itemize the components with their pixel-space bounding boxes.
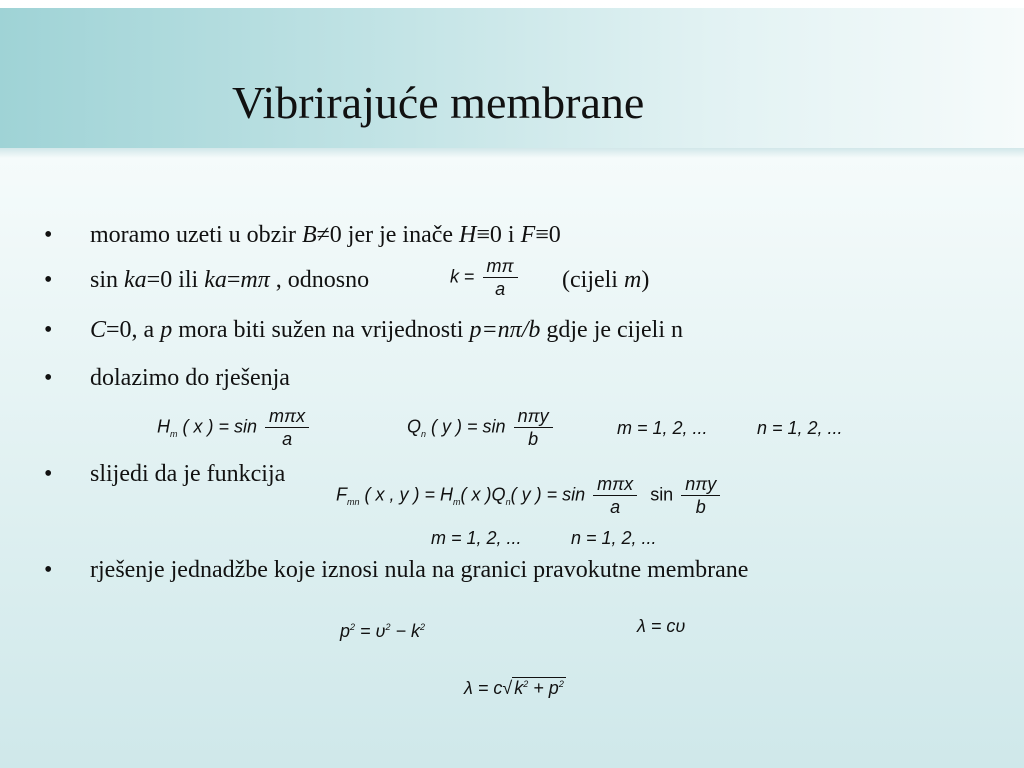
bullet-text: = — [226, 267, 241, 293]
equation-text: ( x , y ) = — [364, 484, 441, 505]
superscript: 2 — [419, 622, 425, 632]
sqrt-radicand — [512, 677, 566, 698]
bullet-text: dolazimo do rješenja — [90, 365, 290, 391]
bullet-marker: • — [44, 317, 53, 343]
var-p-relation: p=nπ/b — [469, 317, 541, 343]
denominator: b — [528, 429, 539, 449]
superscript: 2 — [385, 622, 391, 632]
bullet-item-2 — [44, 266, 369, 294]
var-q: Q — [407, 416, 422, 437]
range-m-2: m = 1, 2, ... — [431, 528, 522, 548]
var-h: H — [157, 416, 170, 437]
bullet-item-1 — [44, 221, 561, 249]
numerator: mπx — [265, 406, 309, 428]
var-b: B — [301, 222, 317, 248]
subscript: n — [421, 428, 427, 439]
range-m: m = 1, 2, ... — [617, 418, 708, 438]
subscript: m — [453, 496, 461, 507]
bullet-text: ≠0 jer je inače — [316, 222, 460, 248]
range-n-2: n = 1, 2, ... — [571, 528, 657, 548]
subscript: mn — [347, 496, 360, 507]
equation-text: λ = c — [464, 678, 503, 698]
bullet-item-4 — [44, 364, 290, 392]
header-shadow — [0, 148, 1024, 158]
superscript: 2 — [558, 679, 564, 689]
equation-text: − k — [390, 621, 420, 641]
var-m: m — [623, 267, 642, 293]
var-p: p — [340, 621, 351, 641]
equation-text: ( x ) — [460, 484, 492, 505]
fraction — [514, 406, 553, 449]
var-f: F — [520, 222, 536, 248]
equation-text: ( y ) = sin — [510, 484, 586, 505]
bullet-item-2-tail — [562, 266, 649, 294]
bullet-text: =0, a — [106, 317, 161, 343]
bullet-item-6 — [44, 556, 748, 584]
bullet-marker: • — [44, 267, 53, 293]
denominator: a — [495, 279, 506, 299]
var-mpi: mπ — [240, 267, 270, 293]
numerator: nπy — [514, 406, 553, 428]
var-q: Q — [491, 484, 506, 505]
numerator: mπx — [593, 474, 637, 496]
bullet-text: =0 ili — [146, 267, 205, 293]
bullet-marker: • — [44, 557, 53, 583]
equals-sign: = — [464, 266, 475, 287]
bullet-text: sin — [90, 267, 125, 293]
var-p: p — [160, 317, 173, 343]
bullet-item-5 — [44, 460, 285, 488]
var-k: k — [450, 266, 459, 287]
numerator: mπ — [483, 256, 518, 278]
bullet-marker: • — [44, 222, 53, 248]
bullet-text: ) — [641, 267, 650, 293]
superscript: 2 — [350, 622, 356, 632]
equation-text: ( x ) = sin — [182, 416, 258, 437]
subscript: m — [170, 428, 178, 439]
range-n: n = 1, 2, ... — [757, 418, 843, 438]
bullet-text: rješenje jednadžbe koje iznosi nula na granici pravokutne membrane — [90, 557, 749, 583]
denominator: a — [610, 497, 621, 517]
var-f: F — [336, 484, 347, 505]
denominator: b — [695, 497, 706, 517]
equation-text: + p — [528, 678, 559, 698]
equation-text: ( y ) = sin — [431, 416, 506, 437]
bullet-text: , odnosno — [269, 267, 370, 293]
sin-operator: sin — [650, 484, 674, 505]
var-k: k — [514, 678, 524, 698]
superscript: 2 — [523, 679, 529, 689]
var-ka: ka — [124, 267, 147, 293]
bullet-marker: • — [44, 461, 53, 487]
equation-fmn — [336, 474, 723, 517]
bullet-text: slijedi da je funkcija — [90, 461, 286, 487]
slide-title: Vibrirajuće membrane — [232, 77, 645, 128]
bullet-text: ≡0 i — [476, 222, 521, 248]
fraction — [681, 474, 720, 517]
equation-hm — [157, 406, 312, 449]
numerator: nπy — [681, 474, 720, 496]
bullet-text: ≡0 — [535, 222, 561, 248]
bullet-text: gdje je cijeli n — [540, 317, 683, 343]
bullet-marker: • — [44, 365, 53, 391]
fraction — [483, 256, 518, 299]
var-h: H — [440, 484, 454, 505]
var-h: H — [459, 222, 477, 248]
equation-qn — [407, 406, 556, 449]
equation-k-fraction — [450, 256, 521, 299]
var-ka: ka — [204, 267, 227, 293]
denominator: a — [282, 429, 293, 449]
sqrt-sign: √ — [502, 678, 513, 698]
bullet-text: mora biti sužen na vrijednosti — [172, 317, 470, 343]
subscript: n — [505, 496, 511, 507]
equation-lambda-sqrt — [464, 674, 566, 698]
bullet-text: moramo uzeti u obzir — [90, 222, 302, 248]
equation-p-squared — [340, 617, 425, 641]
equation-lambda-c-upsilon: λ = cυ — [637, 616, 686, 636]
fraction — [265, 406, 309, 449]
equation-text: = υ — [355, 621, 386, 641]
fraction — [593, 474, 637, 517]
bullet-text: (cijeli — [562, 267, 624, 293]
var-c: C — [90, 317, 107, 343]
bullet-item-3 — [44, 316, 683, 344]
